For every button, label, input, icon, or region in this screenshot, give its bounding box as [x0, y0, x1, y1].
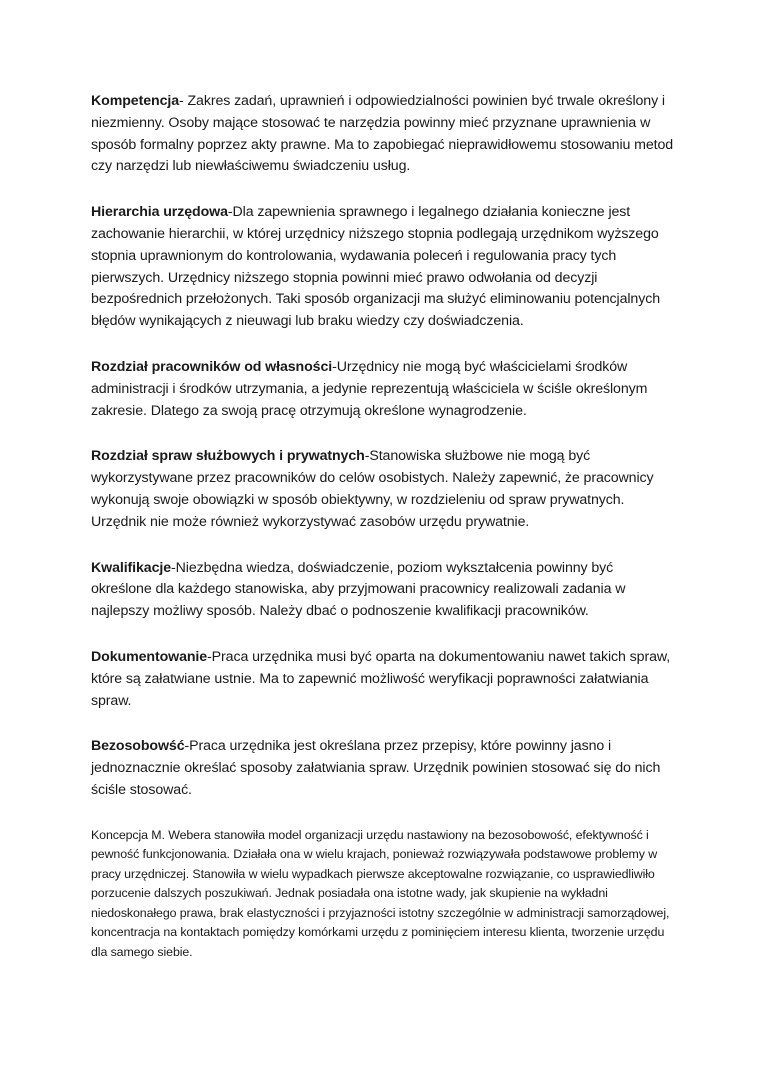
section-text: -Praca urzędnika musi być oparta na dokumentowaniu nawet takich spraw, które są załatwiane ustnie. Ma to zapewnić możliwość weryfikacji poprawności załatwiania spraw. [91, 648, 671, 709]
section-kompetencja [91, 91, 676, 178]
section-rozdzial-pracownikow [91, 357, 676, 422]
document-body [91, 91, 676, 962]
summary-paragraph: Koncepcja M. Webera stanowiła model organizacji urzędu nastawiony na bezosobowość, efektywność i pewność funkcjonowania. Działała ona w wielu krajach, ponieważ rozwiązywała podstawowe problemy w pracy urzędniczej. Stanowiła w wielu wypadkach pierwsze akceptowalne rozwiązanie, co usprawiedliwiło porzucenie dalszych poszukiwań. Jednak posiadała ona istotne wady, jak skupienie na wykładni niedoskonałego prawa, brak elastyczności i przyjazności istotny szczególnie w administracji samorządowej, koncentracja na kontaktach pomiędzy komórkami urzędu z pominięciem interesu klienta, tworzenie urzędu dla samego siebie. [91, 827, 670, 959]
section-dokumentowanie [91, 647, 676, 712]
section-text: -Stanowiska służbowe nie mogą być wykorzystywane przez pracowników do celów osobistych. Należy zapewnić, że pracownicy wykonują swoje obowiązki w sposób obiektywny, w rozdzieleniu od spraw prywatnych. Urzędnik nie może również wykorzystywać zasobów urzędu prywatnie. [91, 448, 654, 530]
section-text: -Dla zapewnienia sprawnego i legalnego działania konieczne jest zachowanie hierarchii, w której urzędnicy niższego stopnia podlegają urzędnikom wyższego stopnia uprawnionym do kontrolowania, wydawania poleceń i regulowania pracy tych pierwszych. Urzędnicy niższego stopnia powinni mieć prawo odwołania od decyzji bezpośrednich przełożonych. Taki sposób organizacji ma służyć eliminowaniu potencjalnych błędów wynikających z nieuwagi lub braku wiedzy czy doświadczenia. [91, 204, 660, 330]
section-text: -Niezbędna wiedza, doświadczenie, poziom wykształcenia powinny być określone dla każdego stanowiska, aby przyjmowani pracownicy realizowali zadania w najlepszy możliwy sposób. Należy dbać o podnoszenie kwalifikacji pracowników. [91, 559, 626, 620]
section-text: -Praca urzędnika jest określana przez przepisy, które powinny jasno i jednoznacznie określać sposoby załatwiania spraw. Urzędnik powinien stosować się do nich ściśle stosować. [91, 738, 661, 798]
section-term: Kwalifikacje [91, 559, 172, 576]
section-hierarchia-urzedowa [91, 202, 676, 333]
section-term: Kompetencja [91, 93, 179, 109]
section-text: - Zakres zadań, uprawnień i odpowiedzialności powinien być trwale określony i niezmienny. Osoby mające stosować te narzędzia powinny mieć przyznane uprawnienia w sposób formalny poprzez akty prawne. Ma to zapobiegać nieprawidłowemu stosowaniu metod czy narzędzi lub niewłaściwemu świadczeniu usług. [91, 93, 674, 175]
section-term: Hierarchia urzędowa [91, 204, 228, 221]
section-term: Bezosobowść [91, 738, 185, 755]
section-bezosobowosc [91, 736, 676, 801]
section-term: Rozdział pracowników od własności [91, 358, 333, 375]
section-term: Dokumentowanie [91, 648, 208, 665]
section-kwalifikacje [91, 558, 676, 623]
section-rozdzial-spraw [91, 446, 676, 533]
section-text: -Urzędnicy nie mogą być właścicielami środków administracji i środków utrzymania, a jedynie reprezentują właściciela w ściśle określonym zakresie. Dlatego za swoją pracę otrzymują określone wynagrodzenie. [91, 358, 648, 419]
section-term: Rozdział spraw służbowych i prywatnych [91, 448, 365, 465]
